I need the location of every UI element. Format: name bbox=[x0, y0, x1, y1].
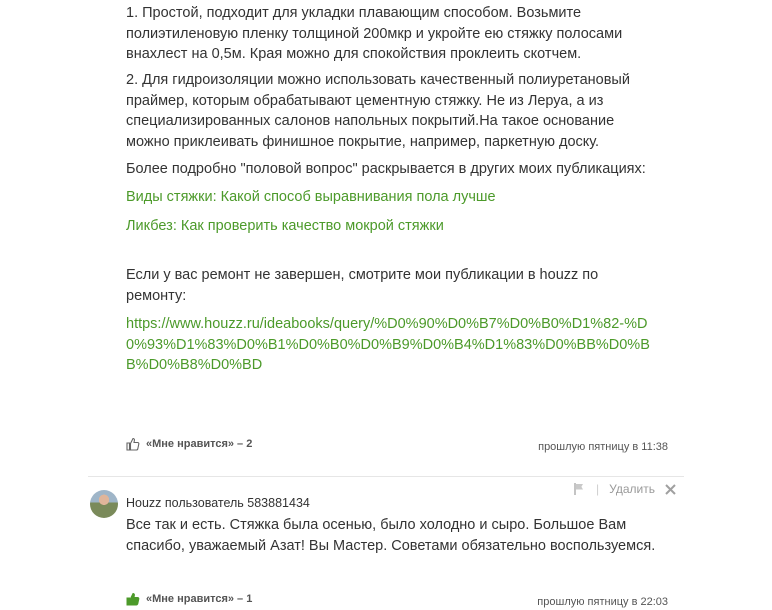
comment-like-label: «Мне нравится» – 1 bbox=[146, 593, 253, 605]
post-paragraph-3: Более подробно "половой вопрос" раскрывается в других моих публикациях: bbox=[126, 161, 646, 177]
post-paragraph-2: 2. Для гидроизоляции можно использовать качественный полиуретановый праймер, которым обрабатывают цементную стяжку. Не из Леруа, а из специализированных салонов напольных покрытий.На такое основание можно приклеивать финишное покрытие, например, паркетную доску. bbox=[126, 72, 630, 150]
link-screed-types[interactable]: Виды стяжки: Какой способ выравнивания пола лучше bbox=[126, 189, 496, 205]
houzz-ideabooks-link[interactable]: https://www.houzz.ru/ideabooks/query/%D0%90%D0%B7%D0%B0%D1%82-%D0%93%D1%83%D0%B1%D0%B0%D0%B9%D0%B4%D1%83%D0%BB%D0%BB%D0%B8%D0%BD bbox=[126, 316, 650, 373]
comment-timestamp: прошлую пятницу в 22:03 bbox=[537, 596, 668, 608]
comment-username[interactable]: Houzz пользователь 583881434 bbox=[126, 496, 310, 510]
post-timestamp: прошлую пятницу в 11:38 bbox=[538, 441, 668, 453]
link-check-screed[interactable]: Ликбез: Как проверить качество мокрой стяжки bbox=[126, 218, 444, 234]
post-like-button[interactable] bbox=[126, 437, 252, 451]
thumbs-up-icon bbox=[126, 437, 140, 451]
comment-text: Все так и есть. Стяжка была осенью, было холодно и сыро. Большое Вам спасибо, уважаемый Азат! Вы Мастер. Советами обязательно воспользуемся. bbox=[126, 517, 656, 554]
post-paragraph-4: Если у вас ремонт не завершен, смотрите мои публикации в houzz по ремонту: bbox=[126, 267, 599, 304]
flag-icon[interactable] bbox=[572, 482, 586, 496]
comment-like-button[interactable] bbox=[126, 592, 252, 606]
close-icon[interactable] bbox=[665, 484, 676, 495]
avatar[interactable] bbox=[90, 490, 118, 518]
comment-actions bbox=[572, 482, 676, 496]
actions-separator: | bbox=[596, 482, 600, 496]
delete-button[interactable]: Удалить bbox=[609, 482, 655, 496]
post-paragraph-1: 1. Простой, подходит для укладки плавающим способом. Возьмите полиэтиленовую пленку толщиной 200мкр и укройте ею стяжку полосами внахлест на 0,5м. Края можно для спокойствия проклеить скотчем. bbox=[126, 5, 623, 62]
post-like-label: «Мне нравится» – 2 bbox=[146, 438, 253, 450]
comment-divider bbox=[88, 476, 684, 477]
thumbs-up-icon bbox=[126, 592, 140, 606]
